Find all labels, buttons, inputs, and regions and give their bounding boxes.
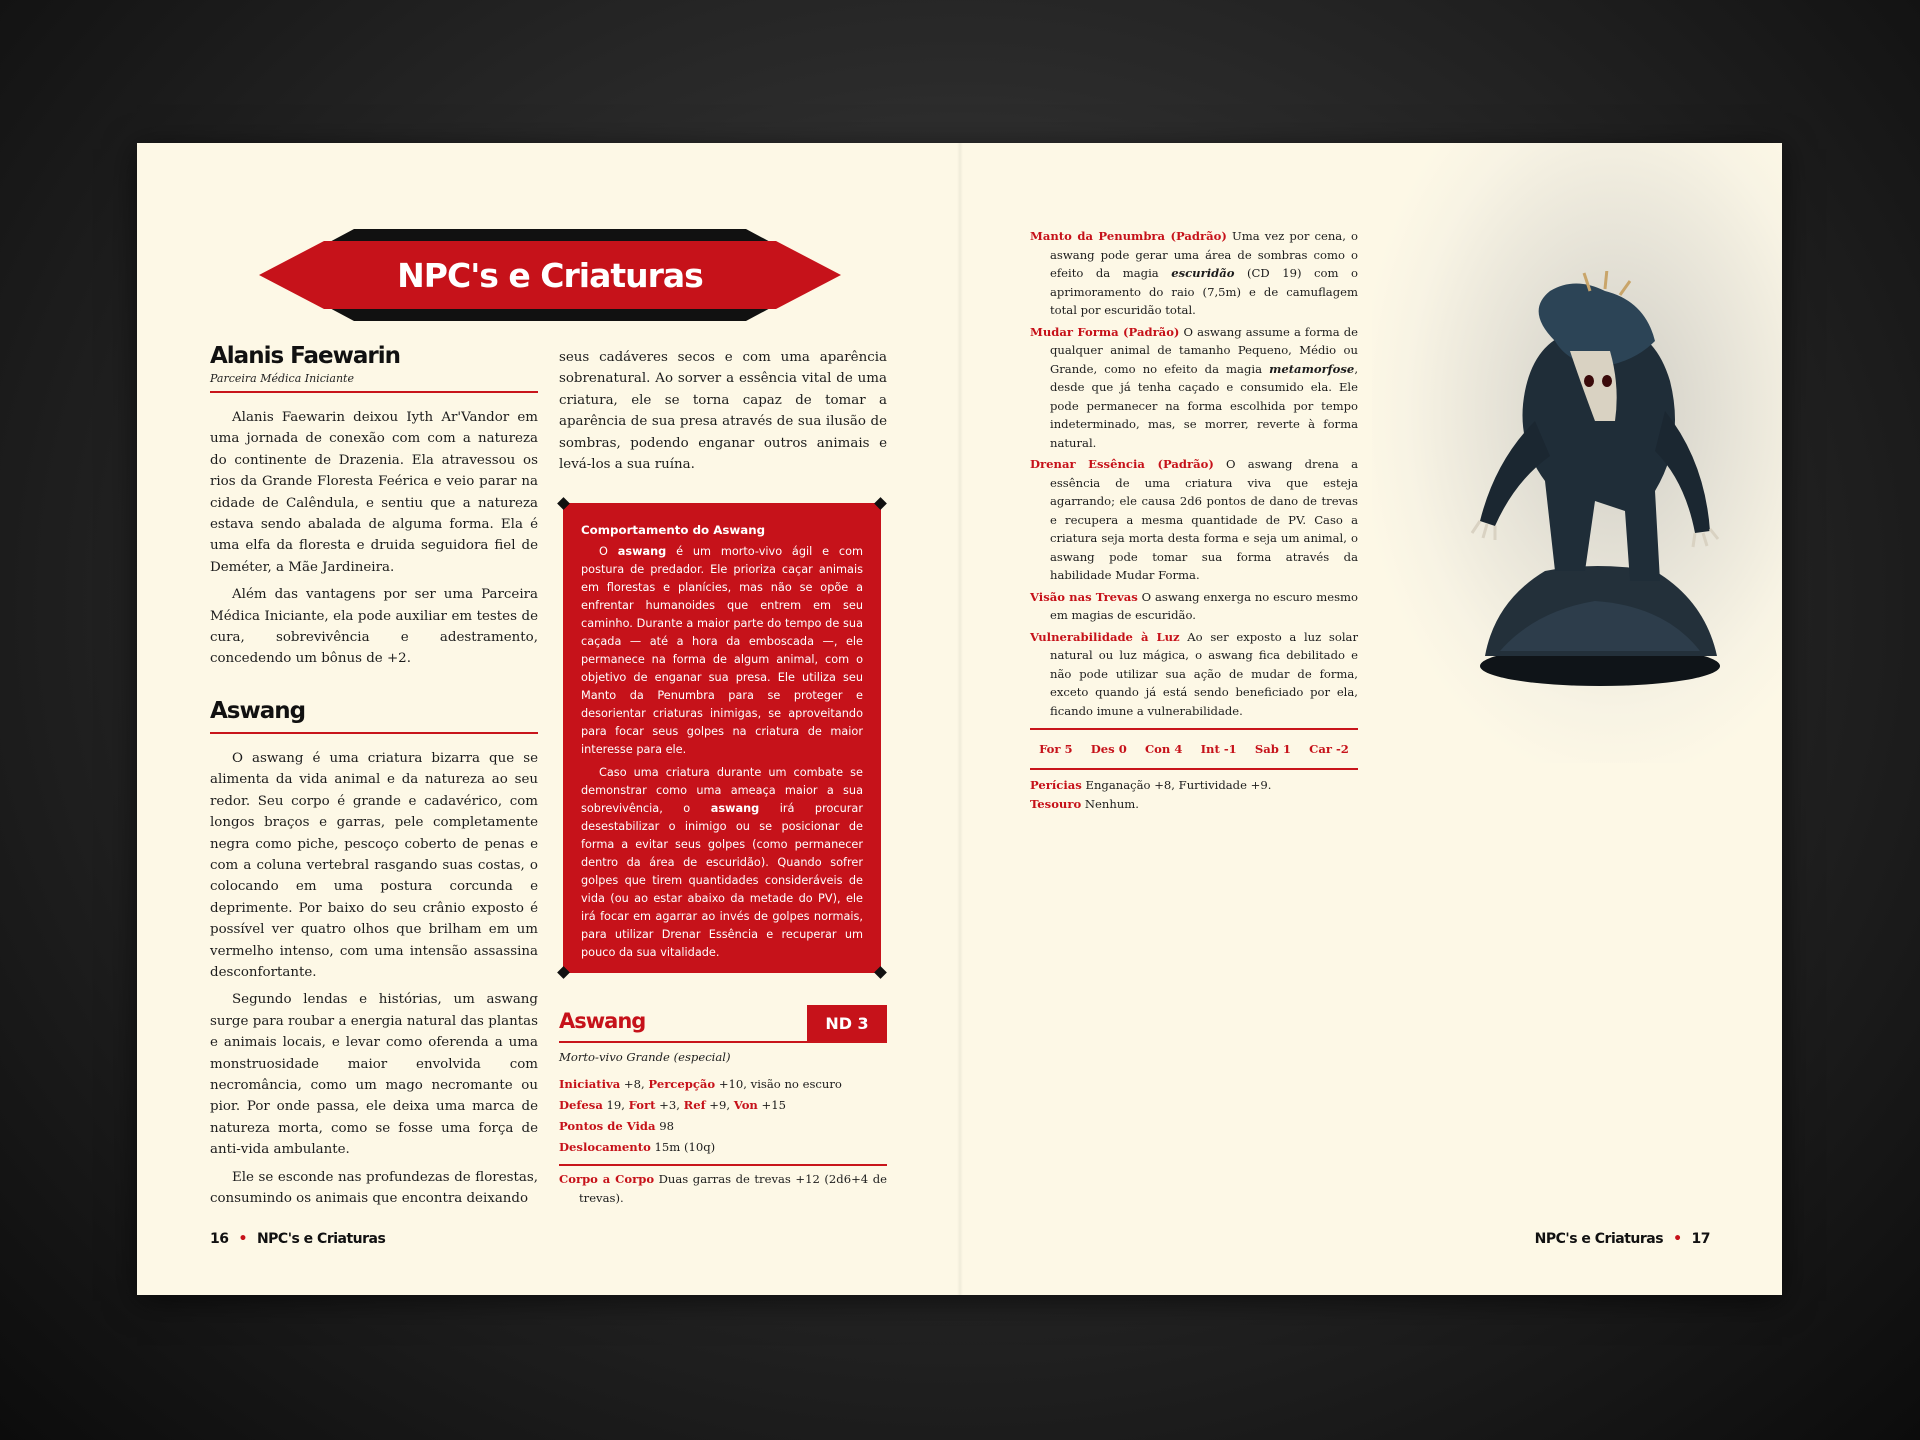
divider — [559, 1041, 887, 1043]
ability-entry: Mudar Forma (Padrão) O aswang assume a forma de qualquer animal de tamanho Pequeno, Médio ou Grande, como no efeito da magia metamorfose, desde que já tenha caçado e consumido ela. Ele pode permanecer na forma escolhida por tempo indeterminado, mas, se morrer, reverte à forma natural. — [1030, 324, 1359, 450]
attribute-row — [1030, 728, 1358, 770]
box-corner — [874, 497, 887, 510]
creature-paragraph-4: seus cadáveres secos e com uma aparência sobrenatural. Ao sorver a essência vital de uma criatura, ele se torna capaz de tomar a aparência de sua presa através de sua ilusão de sombras, podendo enganar outros animais e levá-los a sua ruína. — [559, 350, 887, 473]
chapter-title: NPC's e Criaturas — [397, 255, 703, 295]
npc-paragraph-1: Alanis Faewarin deixou Iyth Ar'Vandor em uma jornada de conexão com com a natureza do continente de Drazenia. Ela atravessou os rios da Grande Floresta Feérica e veio parar na cidade de Calêndula, e sentiu que a natureza estava sendo abalada de alguma forma. Ela é uma elfa da floresta e druida seguidora fiel de Deméter, a Mãe Jardineira. — [210, 410, 538, 575]
ability-entry: Drenar Essência (Padrão) O aswang drena a essência de uma criatura viva que esteja agarrando; ele causa 2d6 pontos de dano de trevas e recupera a mesma quantidade de PV. Caso a criatura seja morta desta forma e seja um animal, o aswang pode tomar sua forma através da habilidade Mudar Forma. — [1030, 457, 1359, 582]
statblock-header — [559, 1005, 887, 1043]
challenge-level-badge: ND 3 — [807, 1005, 887, 1042]
creature-paragraph-3: Ele se esconde nas profundezas de florestas, consumindo os animais que encontra deixando — [210, 1169, 538, 1206]
box-paragraph-2: Caso uma criatura durante um combate se demonstrar como uma ameaça maior a sua sobrevivência, o aswang irá procurar desestabilizar o inimigo ou se posicionar de forma a evitar seus golpes (como permanecer dentro da área de escuridão). Quando sofrer golpes que tirem quantidades consideráveis de vida (ou ao estar abaixo da metade do PV), ele irá focar em agarrar ao invés de golpes normais, para utilizar Drenar Essência e recuperar um pouco da sua vitalidade. — [581, 766, 863, 959]
attribute-value: Car -2 — [1309, 742, 1349, 756]
attribute-value: Sab 1 — [1254, 742, 1291, 756]
middle-column — [559, 347, 887, 475]
statblock — [559, 1047, 887, 1207]
divider — [210, 391, 538, 393]
behavior-box — [563, 503, 881, 973]
stat-defense: Defesa 19, Fort +3, Ref +9, Von +15 — [559, 1098, 787, 1112]
stat-skills: Perícias Enganação +8, Furtividade +9. — [1030, 778, 1272, 793]
creature-paragraph-2: Segundo lendas e histórias, um aswang surge para roubar a energia natural das plantas e animais locais, e levar como oferenda a uma monstruosidade maior envolvida com necromância, como um mago necromante ou pior. Por onde passa, ele deixa uma marca de natureza morta, como se fosse uma força de anti-vida ambulante. — [210, 992, 538, 1158]
box-paragraph-1: O aswang é um morto-vivo ágil e com postura de predador. Ele prioriza caçar animais em florestas e planícies, mas não se opõe a enfrentar humanoides que entrem em seu caminho. Durante a maior parte do tempo de sua caçada — até a hora da emboscada —, ele permanece na forma de algum animal, com o objetivo de enganar sua presa. Ele utiliza seu Manto da Penumbra para se proteger e desorientar criaturas inimigas, se aproveitando para focar seus golpes na criatura de maior interesse para ele. — [581, 545, 864, 756]
right-footer: NPC's e Criaturas • 17 — [1534, 1231, 1710, 1247]
ability-entry: Manto da Penumbra (Padrão) Uma vez por cena, o aswang pode gerar uma área de sombras como o efeito da magia escuridão (CD 19) com o aprimoramento do raio (7,5m) e de camuflagem total por escuridão total. — [1030, 229, 1358, 317]
left-column — [210, 343, 538, 1209]
ability-entry: Visão nas Trevas O aswang enxerga no escuro mesmo em magias de escuridão. — [1030, 589, 1359, 622]
npc-paragraph-2: Além das vantagens por ser uma Parceira Médica Iniciante, ela pode auxiliar em testes de cura, sobrevivência e adestramento, concedendo um bônus de +2. — [210, 587, 538, 667]
abilities-list — [1030, 227, 1358, 720]
creature-type: Morto-vivo Grande (especial) — [559, 1050, 731, 1064]
page-gutter — [957, 143, 963, 1295]
attribute-value: Int -1 — [1200, 742, 1237, 756]
chapter-banner — [259, 229, 841, 321]
divider — [559, 1164, 887, 1166]
box-corner — [557, 497, 570, 510]
npc-subtitle: Parceira Médica Iniciante — [210, 372, 354, 385]
abilities-column — [1030, 227, 1358, 813]
attribute-value: Des 0 — [1090, 742, 1127, 756]
npc-name: Alanis Faewarin — [210, 343, 401, 369]
aswang-creature-icon — [1455, 271, 1745, 691]
creature-paragraph-1: O aswang é uma criatura bizarra que se alimenta da vida animal e da natureza ao seu redor. Seu corpo é grande e cadavérico, com longos braços e garras, pele completamente negra como piche, pescoço coberto de penas e com a coluna vertebral rasgando suas costas, o colocando em uma postura corcunda e deprimente. Por baixo do seu crânio exposto é possível ver quatro olhos que brilham em um vermelho intenso, com uma intensão assassina desconfortante. — [210, 750, 538, 980]
box-corner — [874, 966, 887, 979]
stat-hit-points: Pontos de Vida 98 — [559, 1119, 675, 1133]
stat-treasure: Tesouro Nenhum. — [1030, 796, 1139, 811]
stat-initiative: Iniciativa +8, Percepção +10, visão no escuro — [559, 1077, 842, 1091]
left-footer: 16 • NPC's e Criaturas — [210, 1231, 386, 1247]
book-spread — [137, 143, 1782, 1295]
box-title: Comportamento do Aswang — [581, 523, 766, 537]
statblock-name: Aswang — [559, 1009, 646, 1033]
stat-melee: Corpo a Corpo Duas garras de trevas +12 (2d6+4 de trevas). — [559, 1172, 887, 1205]
attribute-value: Con 4 — [1144, 742, 1183, 756]
divider — [210, 732, 538, 734]
stat-speed: Deslocamento 15m (10q) — [559, 1140, 716, 1154]
box-corner — [557, 966, 570, 979]
attribute-value: For 5 — [1039, 742, 1073, 756]
creature-heading: Aswang — [210, 697, 306, 724]
ability-entry: Vulnerabilidade à Luz Ao ser exposto a luz solar natural ou luz mágica, o aswang fica debilitado e não pode utilizar sua ação de mudar de forma, exceto quando já está sendo beneficiado por ela, ficando imune a vulnerabilidade. — [1030, 629, 1358, 718]
